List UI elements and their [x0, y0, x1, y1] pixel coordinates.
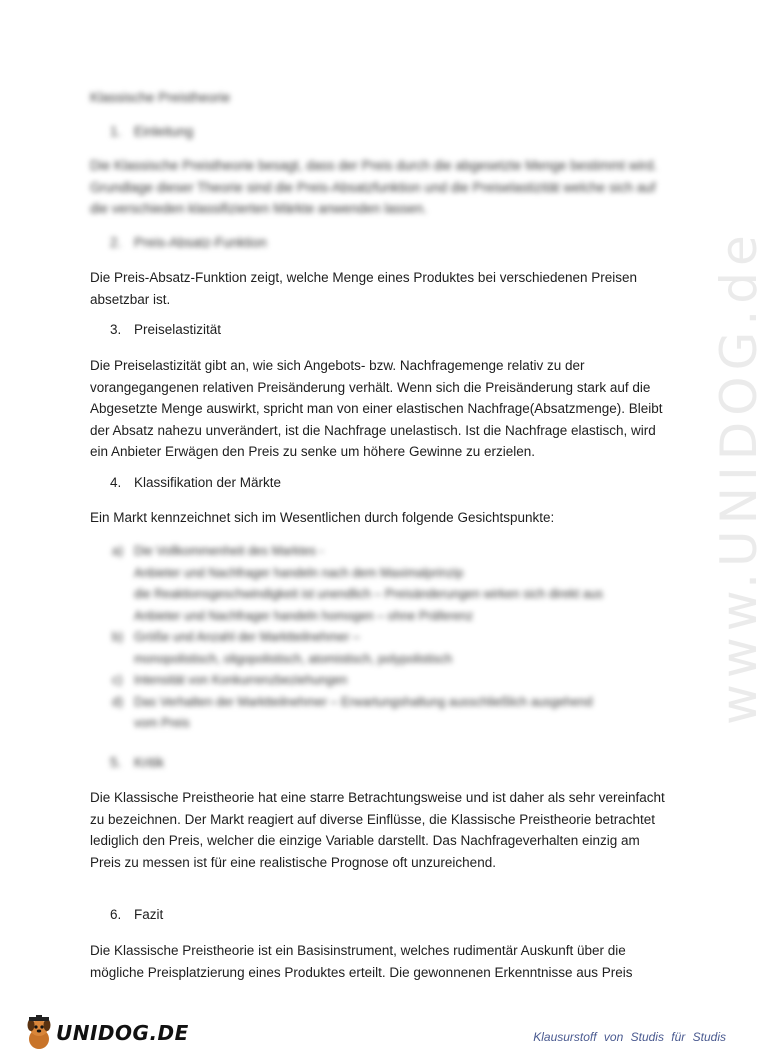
- section-heading-2: 2. Preis-Absatz-Funktion: [110, 235, 267, 250]
- watermark: www.UNIDOG.de: [710, 229, 768, 725]
- section-text-1: Die Klassische Preistheorie besagt, dass der Preis durch die abgesetzte Menge bestimmt wird. Grundlage dieser Theorie sind die Preis-Absatzfunktion und die Preiselastizität welche sich auf die verschieden klassifizierten Märkte anwenden lassen.: [90, 158, 658, 216]
- section-heading-6: 6. Fazit: [110, 907, 164, 922]
- section-heading-1: 1. Einleitung: [110, 124, 194, 139]
- section-heading-4: 4. Klassifikation der Märkte: [110, 475, 282, 490]
- unidog-logo: [24, 1015, 189, 1051]
- footer-tagline: Klausurstoff von Studis für Studis: [533, 1030, 726, 1044]
- section-text-3: Die Preiselastizität gibt an, wie sich Angebots- bzw. Nachfragemenge relativ zu der vorangegangenen relativen Preisänderung verhält. Wenn sich die Preisänderung stark auf die Abgesetzte Menge auswirkt, spricht man von einer elastischen Nachfrage(Absatzmenge). Bleibt der Absatz nahezu unverändert, ist die Nachfrage unelastisch. Ist die Nachfrage elastisch, wird ein Anbieter Erwägen den Preis zu senke um höhere Gewinne zu erzielen.: [90, 358, 663, 459]
- list-item: d) Das Verhalten der Marktteilnehmer – Erwartungshaltung ausschließlich ausgehend vom Preis: [112, 694, 593, 730]
- section-text-5: Die Klassische Preistheorie hat eine starre Betrachtungsweise und ist daher als sehr vereinfacht zu bezeichnen. Der Markt reagiert auf diverse Einflüsse, die Klassische Preistheorie betrachtet lediglich den Preis, welcher die einzige Variable darstellt. Das Nachfrageverhalten einzig am Preis zu messen ist für eine realistische Prognose oft unzureichend.: [90, 790, 665, 870]
- section-heading-5: 5. Kritik: [110, 755, 164, 770]
- market-criteria-list: [112, 541, 672, 735]
- document-title: Klassische Preistheorie: [90, 90, 231, 105]
- logo-text: UNIDOG.DE: [56, 1021, 189, 1045]
- dog-mascot-icon: [24, 1015, 54, 1051]
- section-heading-3: 3. Preiselastizität: [110, 322, 222, 337]
- section-text-6: Die Klassische Preistheorie ist ein Basisinstrument, welches rudimentär Auskunft über die mögliche Preisplatzierung eines Produktes erteilt. Die gewonnenen Erkenntnisse aus Preis: [90, 943, 633, 980]
- section-text-4: Ein Markt kennzeichnet sich im Wesentlichen durch folgende Gesichtspunkte:: [90, 510, 555, 525]
- list-item: b) Größe und Anzahl der Marktteilnehmer – monopolistisch, oligopolistisch, atomistisch, polypolistisch: [112, 630, 453, 666]
- section-text-2: Die Preis-Absatz-Funktion zeigt, welche Menge eines Produktes bei verschiedenen Preisen absetzbar ist.: [90, 270, 638, 307]
- list-item: c) Intensität von Konkurrenzbeziehungen: [112, 673, 348, 687]
- list-item: a) Die Vollkommenheit des Marktes - Anbieter und Nachfrager handeln nach dem Maximalprinzip die Reaktionsgeschwindigkeit ist unendlich – Preisänderungen wirken sich direkt aus Anbieter und Nachfrager handeln homogen – ohne Präferenz: [112, 544, 604, 623]
